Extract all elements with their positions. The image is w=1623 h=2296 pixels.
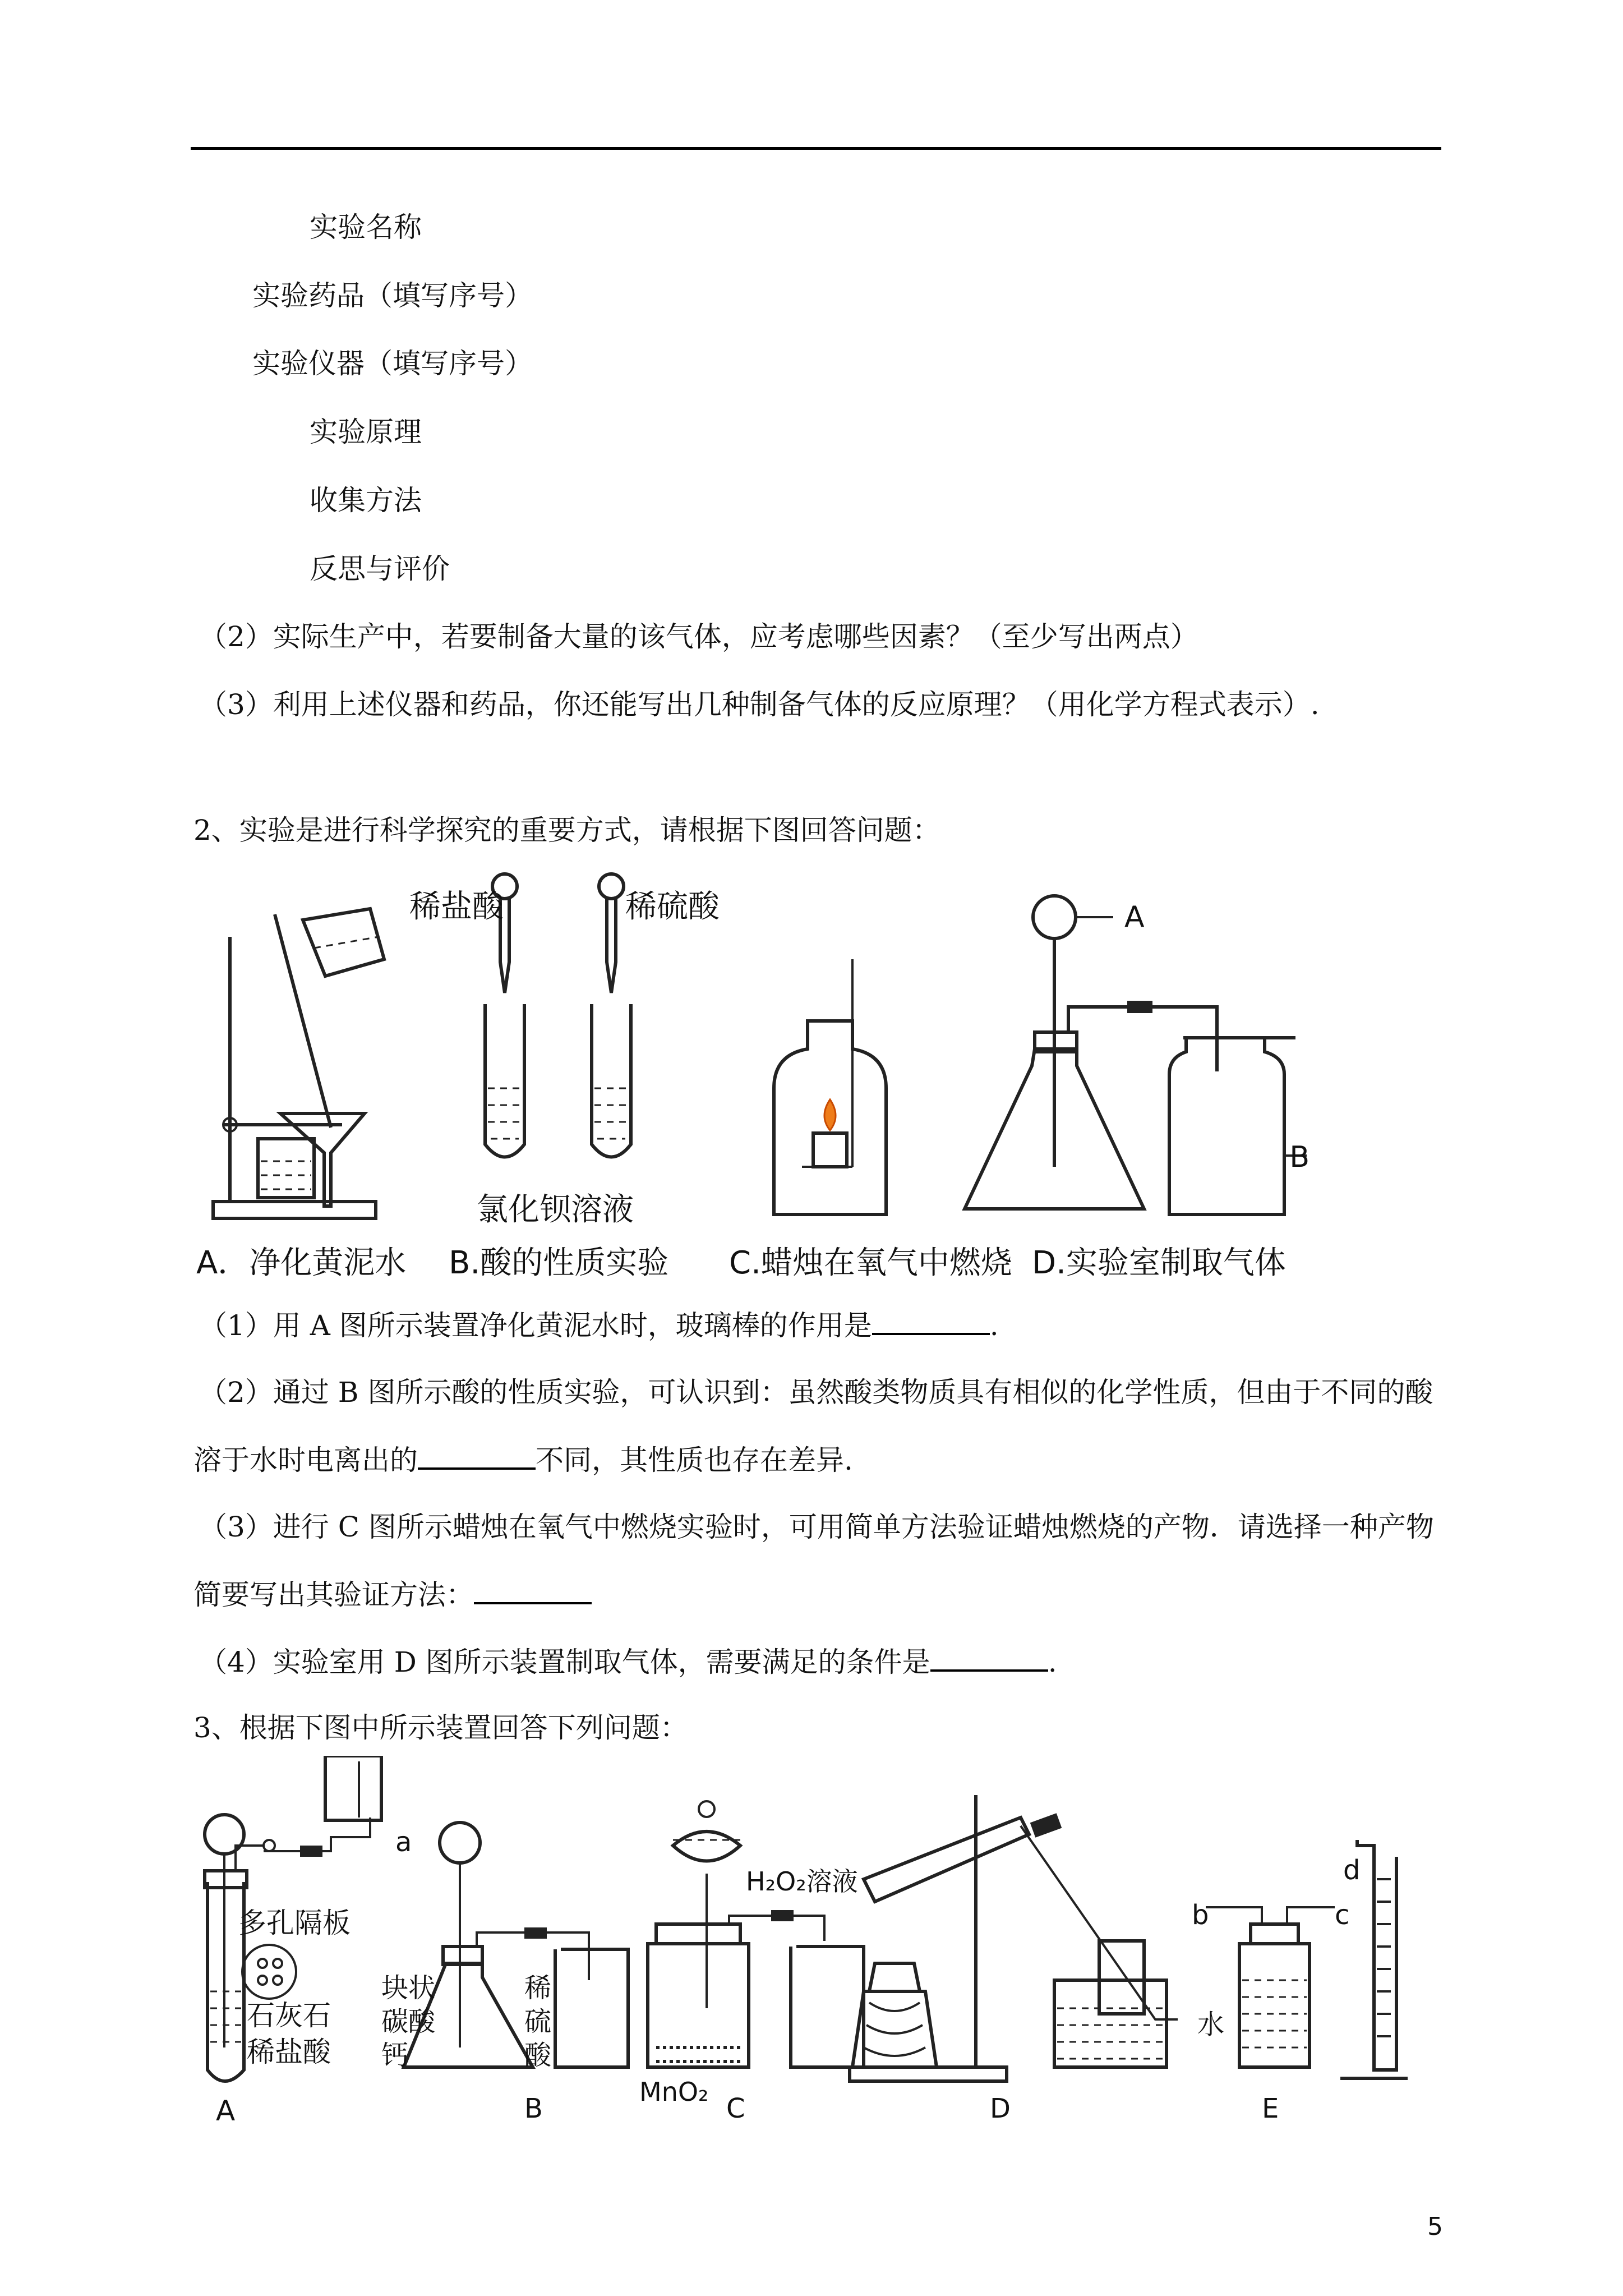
q2-sub2-end: 不同，其性质也存在差异.	[536, 1444, 853, 1476]
q2-sub3-blank[interactable]	[474, 1577, 592, 1604]
reagent-dilute-h2so4: 稀硫酸	[625, 889, 720, 925]
header-rule	[191, 147, 1441, 150]
q2-sub1	[199, 1308, 999, 1342]
q1-part2: （2）实际生产中，若要制备大量的该气体，应考虑哪些因素？（至少写出两点）	[199, 620, 1198, 653]
label-caco3-2: 碳酸	[381, 2006, 436, 2037]
caption-b: B.酸的性质实验	[449, 1245, 669, 1281]
label-dilute-hcl: 稀盐酸	[247, 2036, 331, 2068]
label-porous-plate: 多孔隔板	[238, 1907, 351, 1939]
d-label-a: A	[1124, 900, 1145, 934]
q3-figure	[191, 1756, 1436, 2143]
q2-title: 2、实验是进行科学探究的重要方式，请根据下图回答问题：	[193, 814, 940, 846]
label-h2so4-3: 酸	[524, 2040, 552, 2071]
label-limestone: 石灰石	[247, 1999, 331, 2032]
caption-a: A	[216, 2095, 236, 2127]
q2-sub2-blank[interactable]	[418, 1443, 536, 1470]
q2-figure	[191, 864, 1312, 1290]
caption-d: D	[990, 2093, 1011, 2124]
label-reagents: 实验药品（填写序号）	[252, 279, 533, 312]
label-h2so4-2: 硫	[524, 2006, 552, 2037]
q2-sub2-line2	[193, 1443, 853, 1477]
q2-sub3-line1: （3）进行 C 图所示蜡烛在氧气中燃烧实验时，可用简单方法验证蜡烛燃烧的产物．请选择一种产物	[199, 1511, 1434, 1543]
label-h2so4-1: 稀	[524, 1972, 552, 2004]
filtration-apparatus	[213, 909, 384, 1218]
q2-sub4-blank[interactable]	[930, 1645, 1048, 1672]
q2-sub1-end: .	[989, 1309, 999, 1342]
label-a-port: a	[395, 1826, 412, 1858]
apparatus-b	[381, 1823, 628, 2124]
caption-a: A．净化黄泥水	[196, 1245, 407, 1281]
label-h2o2: H₂O₂溶液	[746, 1866, 858, 1897]
apparatus-e	[1192, 1840, 1408, 2124]
q2-sub4-end: .	[1048, 1646, 1057, 1678]
label-c-port: c	[1335, 1899, 1350, 1931]
label-caco3-3: 钙	[381, 2040, 409, 2071]
q2-sub1-text: （1）用 A 图所示装置净化黄泥水时，玻璃棒的作用是	[199, 1309, 872, 1342]
q3-title: 3、根据下图中所示装置回答下列问题：	[193, 1711, 688, 1744]
q2-sub3-text: 简要写出其验证方法：	[193, 1579, 474, 1611]
caption-e: E	[1262, 2093, 1279, 2124]
caption-b: B	[524, 2093, 543, 2124]
q2-sub1-blank[interactable]	[872, 1308, 990, 1335]
label-d-port: d	[1343, 1855, 1361, 1886]
q2-sub2-text: 溶于水时电离出的	[193, 1444, 418, 1476]
apparatus-c	[639, 1801, 864, 2124]
apparatus-d	[850, 1795, 1178, 2124]
label-reflection: 反思与评价	[310, 553, 450, 585]
label-water: 水	[1197, 2009, 1225, 2040]
caption-c: C	[726, 2093, 745, 2124]
q2-sub4	[199, 1645, 1057, 1679]
d-label-b: B	[1289, 1140, 1310, 1174]
label-instruments: 实验仪器（填写序号）	[252, 347, 533, 380]
label-b-port: b	[1192, 1899, 1209, 1931]
label-mno2: MnO₂	[639, 2077, 709, 2107]
page-number: 5	[1427, 2212, 1443, 2241]
caption-c: C.蜡烛在氧气中燃烧	[729, 1245, 1012, 1281]
label-caco3-1: 块状	[381, 1972, 436, 2004]
q2-sub4-text: （4）实验室用 D 图所示装置制取气体，需要满足的条件是	[199, 1646, 930, 1678]
q2-sub3-line2	[193, 1577, 592, 1612]
caption-d: D.实验室制取气体	[1032, 1245, 1286, 1281]
q1-part3: （3）利用上述仪器和药品，你还能写出几种制备气体的反应原理？（用化学方程式表示）.	[199, 688, 1320, 721]
reagent-dilute-hcl: 稀盐酸	[409, 889, 504, 925]
apparatus-a	[205, 1756, 381, 2127]
q2-sub2-line1: （2）通过 B 图所示酸的性质实验，可认识到：虽然酸类物质具有相似的化学性质，但由于不同的酸	[199, 1376, 1433, 1409]
bacl2-solution-label: 氯化钡溶液	[477, 1191, 634, 1228]
gas-generation-apparatus	[965, 896, 1307, 1214]
label-experiment-name: 实验名称	[310, 211, 422, 243]
acid-test-tubes	[409, 874, 720, 1228]
candle-in-oxygen-apparatus	[774, 959, 886, 1214]
label-collection-method: 收集方法	[310, 484, 422, 517]
label-principle: 实验原理	[310, 416, 422, 448]
